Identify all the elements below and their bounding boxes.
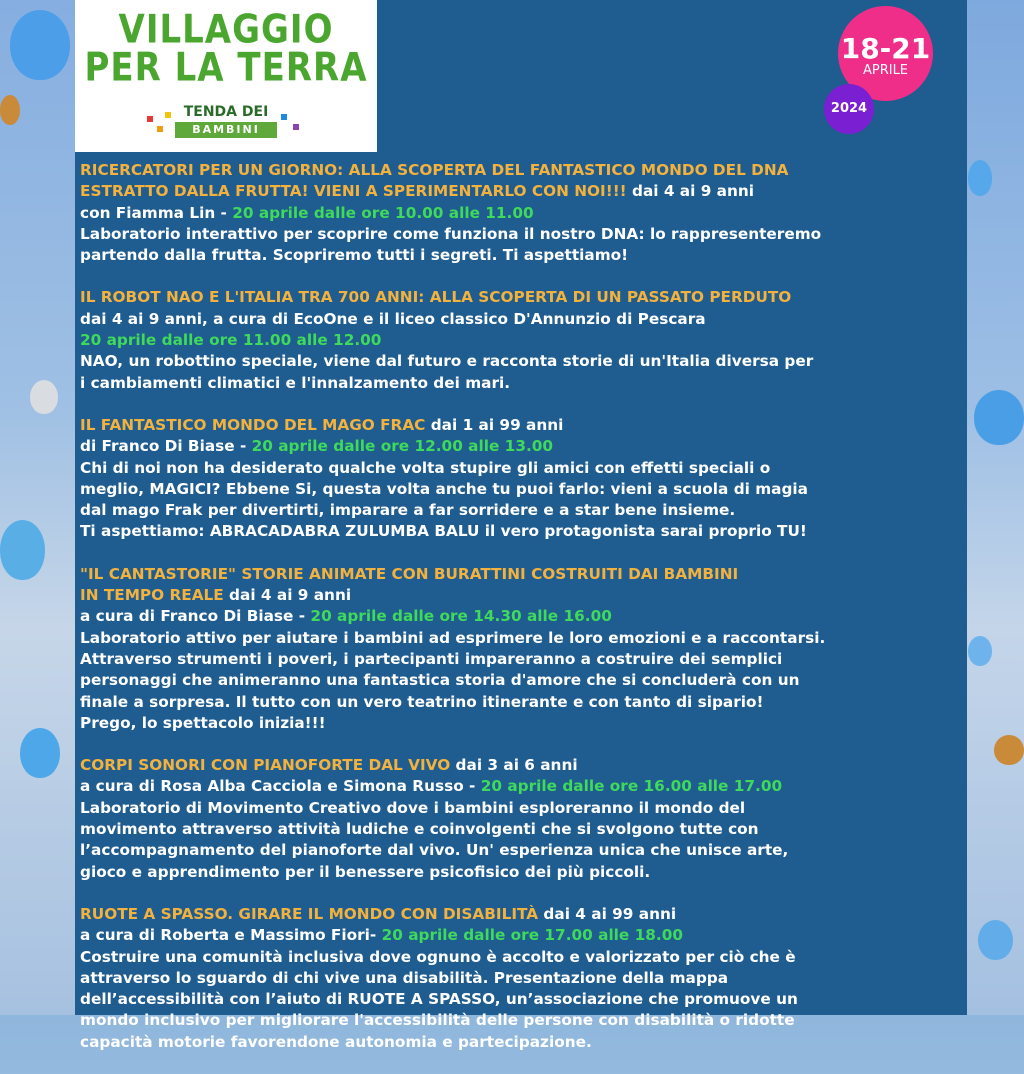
event-desc-line: finale a sorpresa. Il tutto con un vero teatrino itinerante e con tanto di sipario! (80, 692, 764, 711)
event-title: CORPI SONORI CON PIANOFORTE DAL VIVO (80, 756, 451, 775)
balloon-decoration (20, 728, 60, 778)
background-right (967, 0, 1024, 1015)
date-month: APRILE (862, 63, 909, 78)
event-desc-line: capacità motorie favorendone autonomia e partecipazione. (80, 1032, 592, 1051)
event-age: dai 3 ai 6 anni (450, 756, 578, 775)
event-host: dai 4 ai 9 anni, a cura di EcoOne e il liceo classico D'Annunzio di Pescara (80, 309, 706, 328)
date-days: 18-21 (840, 32, 931, 65)
event-age: dai 4 ai 9 anni (223, 586, 352, 605)
event-host: a cura di Franco Di Biase - (80, 607, 311, 626)
event-desc-line: personaggi che animeranno una fantastica storia d'amore che si concluderà con un (80, 671, 800, 690)
event-desc-line: dell’accessibilità con l’aiuto di RUOTE A SPASSO, un’associazione che promuove un (80, 990, 798, 1009)
balloon-decoration (30, 380, 58, 414)
event-desc-line: Laboratorio di Movimento Creativo dove i bambini esploreranno il mondo del (80, 798, 746, 817)
program-list (80, 160, 964, 1074)
event-desc-line: Laboratorio interattivo per scoprire come funziona il nostro DNA: lo rappresenteremo (80, 224, 822, 243)
event-host: di Franco Di Biase - (80, 437, 252, 456)
village-logo (75, 0, 377, 152)
logo-title-line1: VILLAGGIO (118, 7, 334, 53)
balloon-decoration (994, 735, 1024, 765)
event-item (80, 415, 964, 543)
event-desc-line: gioco e apprendimento per il benessere psicofisico dei più piccoli. (80, 862, 651, 881)
logo-title-line2: PER LA TERRA (84, 45, 368, 91)
event-desc-line: partendo dalla frutta. Scopriremo tutti i segreti. Ti aspettiamo! (80, 246, 629, 265)
event-title: RICERCATORI PER UN GIORNO: ALLA SCOPERTA DEL FANTASTICO MONDO DEL DNA (80, 161, 789, 179)
balloon-decoration (10, 10, 70, 80)
event-title: IL FANTASTICO MONDO DEL MAGO FRAC (80, 415, 426, 434)
event-desc-line: l’accompagnamento del pianoforte dal vivo. Un' esperienza unica che unisce arte, (80, 841, 789, 860)
event-desc-line: attraverso lo sguardo di chi vive una disabilità. Presentazione della mappa (80, 968, 729, 987)
event-time: 20 aprile dalle ore 11.00 alle 12.00 (80, 331, 382, 350)
event-item (80, 160, 964, 266)
balloon-decoration (0, 520, 45, 580)
logo-square-blue (281, 114, 287, 120)
logo-tenda: TENDA DEI (183, 104, 269, 120)
event-title: IN TEMPO REALE (80, 586, 224, 605)
event-time: 20 aprile dalle ore 17.00 alle 18.00 (381, 926, 684, 945)
event-time: 20 aprile dalle ore 12.00 alle 13.00 (251, 437, 554, 456)
event-title: "IL CANTASTORIE" STORIE ANIMATE CON BURATTINI COSTRUITI DAI BAMBINI (80, 564, 739, 583)
event-host: a cura di Roberta e Massimo Fiori- (80, 926, 382, 945)
event-item (80, 287, 964, 393)
event-time: 20 aprile dalle ore 16.00 alle 17.00 (480, 777, 783, 796)
balloon-decoration (968, 636, 992, 666)
event-desc-line: NAO, un robottino speciale, viene dal futuro e racconta storie di un'Italia diversa per (80, 352, 814, 371)
event-desc-line: mondo inclusivo per migliorare l'accessibilità delle persone con disabilità o ridotte (80, 1011, 795, 1030)
balloon-decoration (978, 920, 1013, 960)
event-host: con Fiamma Lin - (80, 203, 233, 222)
event-desc-line: meglio, MAGICI? Ebbene Si, questa volta anche tu puoi farlo: vieni a scuola di magia (80, 479, 808, 498)
logo-square-red (147, 116, 153, 122)
logo-bambini: BAMBINI (175, 122, 277, 138)
event-time: 20 aprile dalle ore 14.30 alle 16.00 (310, 607, 612, 626)
event-desc-line: movimento attraverso attività ludiche e coinvolgenti che si svolgono tutte con (80, 820, 759, 839)
logo-square-purple (293, 124, 299, 130)
event-desc-line: dal mago Frak per divertirti, imparare a far sorridere e a star bene insieme. (80, 501, 736, 520)
event-desc-line: Costruire una comunità inclusiva dove ognuno è accolto e valorizzato per ciò che è (80, 947, 796, 966)
event-time: 20 aprile dalle ore 10.00 alle 11.00 (232, 203, 534, 222)
event-title: ESTRATTO DALLA FRUTTA! VIENI A SPERIMENTARLO CON NOI!!! (80, 182, 627, 201)
event-desc-line: Laboratorio attivo per aiutare i bambini ad esprimere le loro emozioni e a raccontarsi. (80, 628, 826, 647)
event-item (80, 564, 964, 734)
event-age: dai 1 ai 99 anni (425, 415, 564, 434)
logo-square-orange (157, 126, 163, 132)
balloon-decoration (974, 390, 1024, 445)
event-desc-line: i cambiamenti climatici e l'innalzamento dei mari. (80, 373, 511, 392)
background-left (0, 0, 75, 1015)
event-host: a cura di Rosa Alba Cacciola e Simona Russo - (80, 777, 481, 796)
event-desc-line: Prego, lo spettacolo inizia!!! (80, 713, 326, 732)
event-age: dai 4 ai 99 anni (538, 904, 677, 923)
event-age: dai 4 ai 9 anni (626, 182, 755, 201)
event-item (80, 904, 964, 1053)
year-badge: 2024 (824, 84, 874, 134)
event-desc-line: Attraverso strumenti i poveri, i partecipanti impareranno a costruire dei semplici (80, 649, 783, 668)
balloon-decoration (968, 160, 992, 196)
event-title: IL ROBOT NAO E L'ITALIA TRA 700 ANNI: ALLA SCOPERTA DI UN PASSATO PERDUTO (80, 288, 792, 307)
event-desc-line: Ti aspettiamo: ABRACADABRA ZULUMBA BALU il vero protagonista sarai proprio TU! (80, 522, 807, 541)
balloon-decoration (0, 95, 20, 125)
event-item (80, 755, 964, 883)
logo-square-yellow (165, 112, 171, 118)
event-desc-line: Chi di noi non ha desiderato qualche volta stupire gli amici con effetti speciali o (80, 458, 771, 477)
event-title: RUOTE A SPASSO. GIRARE IL MONDO CON DISABILITÀ (80, 904, 539, 923)
